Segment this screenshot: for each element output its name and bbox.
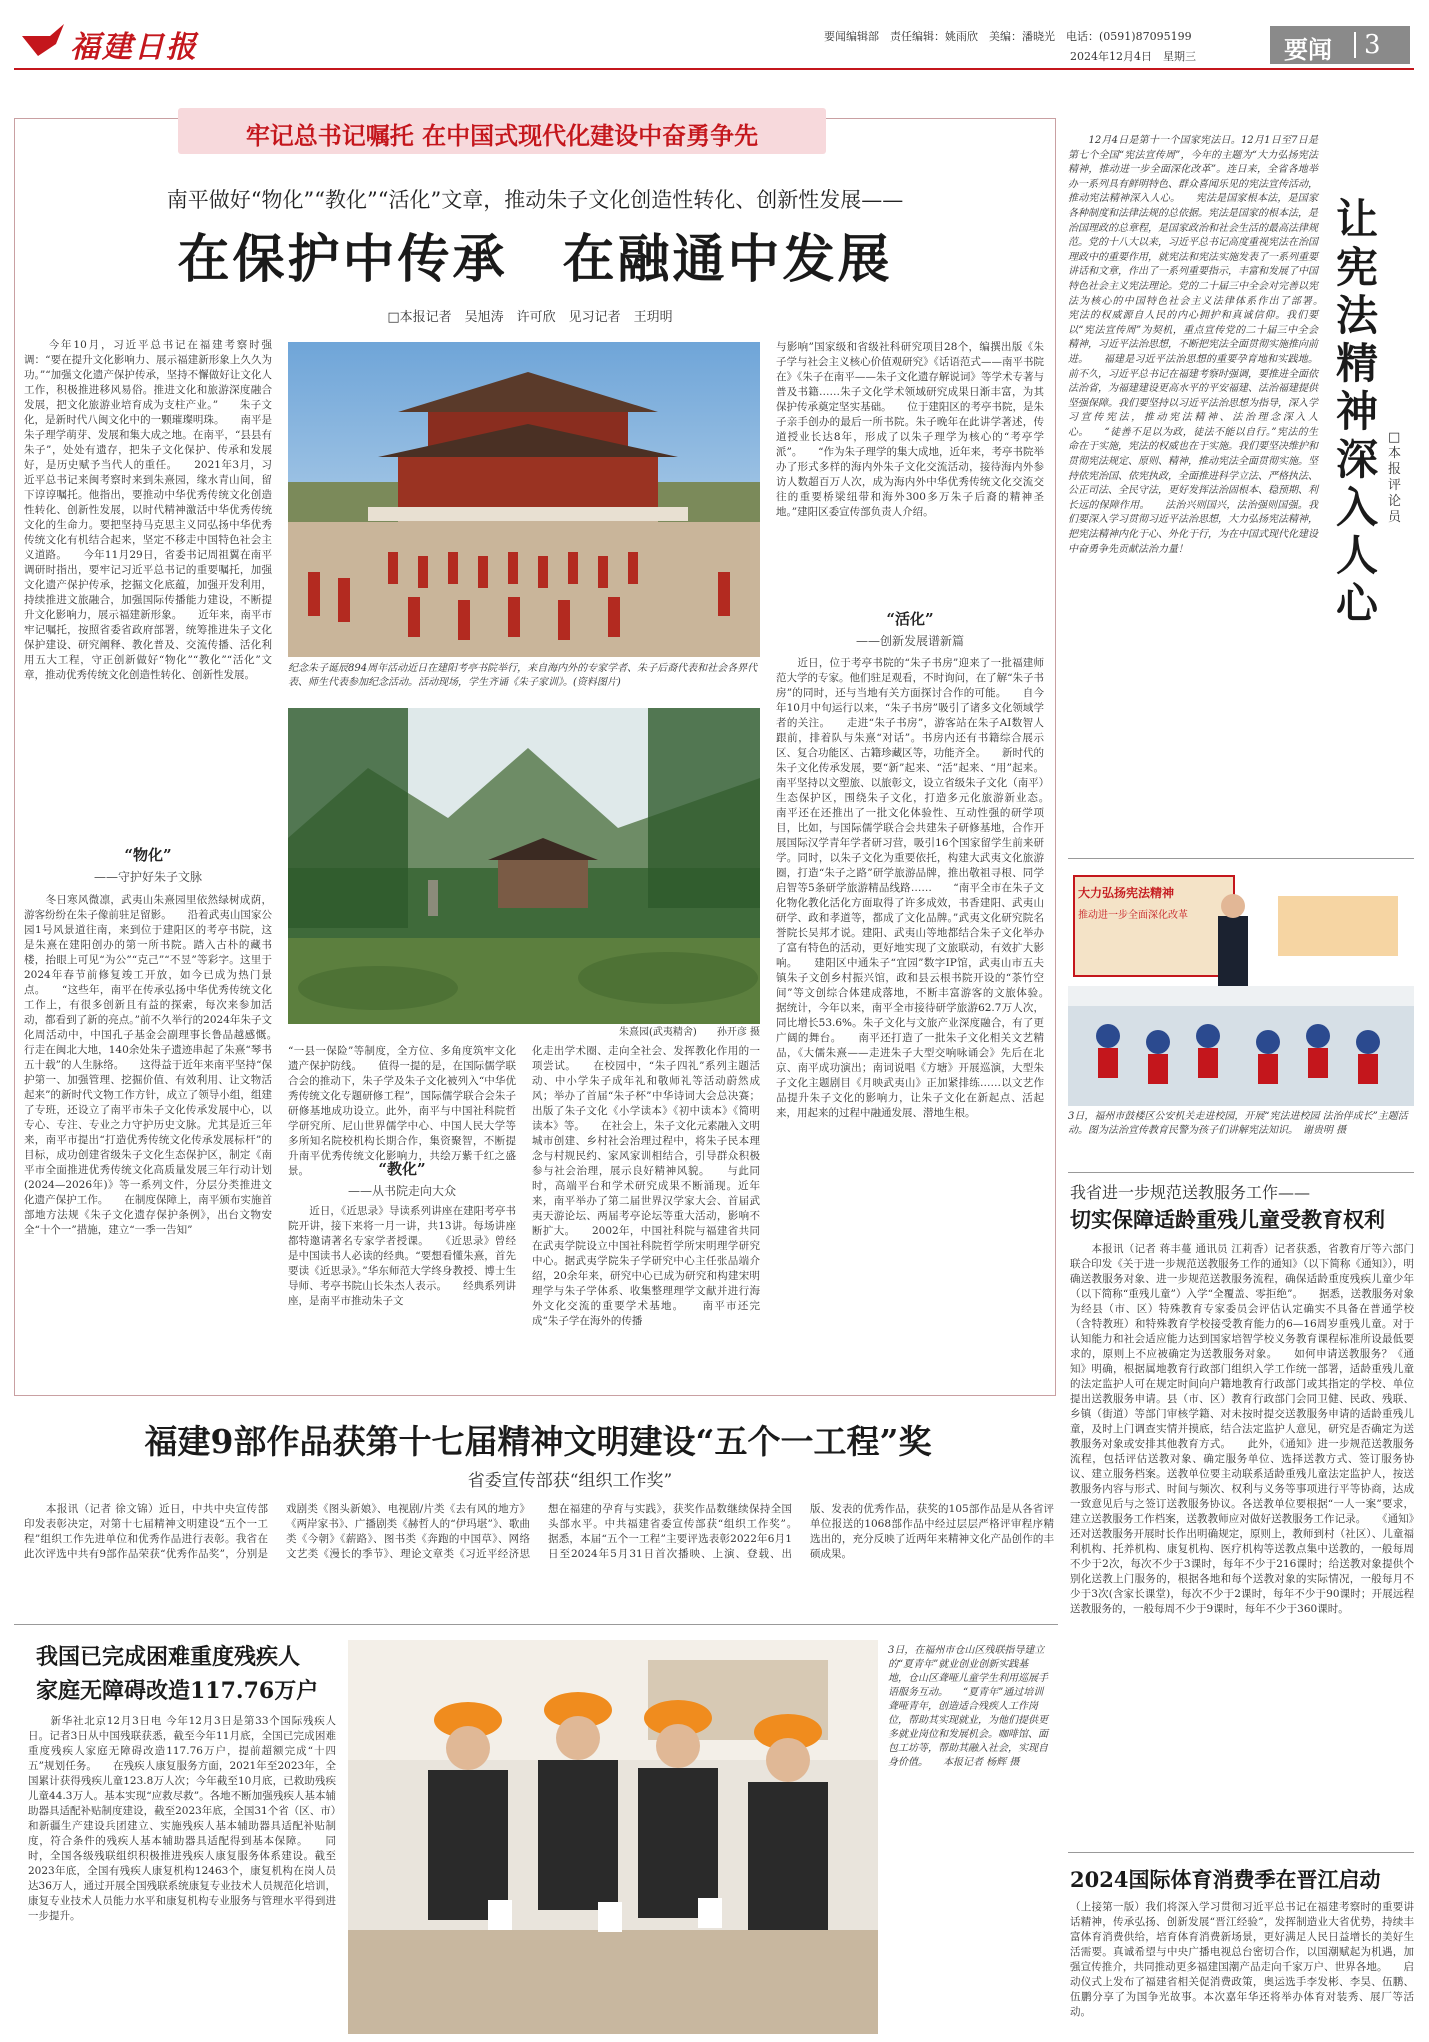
wgygc-subhead: 省委宣传部获“组织工作奖”	[467, 1471, 673, 1491]
sports-headline: 2024国际体育消费季在晋江启动	[1070, 1867, 1381, 1892]
lead-mid-part2: 近日，《近思录》导读系列讲座在建阳考亭书院开讲，接下来将一月一讲，共13讲。每场讲座都特邀请著名专家学者授课。 《近思录》曾经是中国读书人必读的经典。“要想看懂朱熹，首先要读《近思录》。”华东师范大学终身教授、博士生导师、考亭书院山长朱杰人表示。 经典系列讲座，是南平市推动朱子文	[288, 1205, 516, 1307]
page-number: 3	[1364, 30, 1381, 60]
sjjy-headline: 切实保障适龄重残儿童受教育权利	[1070, 1207, 1385, 1232]
logo-swoosh-icon	[20, 22, 66, 58]
lead-mid-part1: “一县一保险”等制度，全方位、多角度筑牢文化遗产保护防线。 值得一提的是，在国际儒学联合会的推动下，朱子学及朱子文化被列入“中华优秀传统文化专题研修工程”，国际儒学联合会朱子研修基地成功设立。此外，南平与中国社科院哲学研究所、尼山世界儒学中心、中国人民大学等多所知名院校机构长期合作，集资聚智，不断提升南平优秀传统文化影响力，共绘万紫千红之盛景。	[288, 1045, 516, 1177]
lead-col4-part1: 与影响”国家级和省级社科研究项目28个，编撰出版《朱子学与社会主义核心价值观研究》《话语范式——南平书院在》《朱子在南平——朱子文化遗存解说词》等学术专著与普及书籍……朱子文化学术领域研究成果日渐丰富，为其保护传承奠定坚实基础。 位于建阳区的考亭书院，是朱子亲手创办的最后一所书院。朱子晚年在此讲学著述，传道授业长达8年，形成了以朱子理学为核心的“考亭学派”。 “作为朱子理学的集大成地，近年来，考亭书院举办了形式多样的海内外朱子文化交流活动，接待海内外参访人数超百万人次，成为海内外中华优秀传统文化交流交往的重要桥梁纽带和海外300多万朱子后裔的精神圣地。”建阳区委宣传部负责人介绍。	[776, 341, 1044, 518]
sports-top-rule	[1068, 1852, 1414, 1853]
commentary-byline: □本报评论员	[1388, 430, 1402, 525]
classroom-banner-2: 推动进一步全面深化改革	[1078, 910, 1188, 921]
logo: 福建日报	[70, 30, 198, 65]
classroom-banner-1: 大力弘扬宪法精神	[1078, 886, 1175, 900]
ceremony-scene-icon	[288, 342, 760, 657]
coffee-workshop-photo	[348, 1640, 878, 2034]
sports-body: （上接第一版）我们将深入学习贯彻习近平总书记在福建考察时的重要讲话精神，传承弘扬、创新发展“晋江经验”，发挥制造业大省优势，持续丰富体育消费供给，培育体育消费新场景，更好满足人民日益增长的美好生活需要。真诚希望与中央广播电视总台密切合作，以国潮赋起为机遇，加强宣传推介，共同推动更多福建国潮产品走向千家万户、世界各地。 启动仪式上发布了福建省相关促消费政策，奥运选手李发彬、李昊、伍鹏、伍鹏分享了为国争光故事。本次嘉年华还将举办体育对装秀、展厂等活动。	[1070, 1901, 1414, 2018]
subhead-wuhua-small: ——守护好朱子文脉	[93, 870, 202, 884]
wgygc-body	[24, 1502, 1054, 1616]
ceremony-photo	[288, 342, 760, 657]
wgygc-headline: 福建9部作品获第十七届精神文明建设“五个一工程”奖	[144, 1422, 932, 1461]
lead-headline: 在保护中传承 在融通中发展	[177, 229, 893, 290]
lead-col4-part2: 近日，位于考亭书院的“朱子书房”迎来了一批福建师范大学的专家。他们驻足观看，不时询问，在了解“朱子书房”的同时，还与当地有关方面探讨合作的可能。 自今年10月中旬运行以来，“朱子书房”吸引了诸多文化领域学者的关注。 走进“朱子书房”，游客站在朱子AI数智人跟前，排着队与朱熹“对话”。书房内还有书籍综合展示区、复合功能区、古籍珍藏区等，功能齐全。 新时代的朱子文化传承发展，要“新”起来、“活”起来、“用”起来。南平坚持以文塑旅、以旅彰文，设立省级朱子文化（南平）生态保护区，围绕朱子文化，打造多元化旅游新业态。 南平还在还推出了一批文化体验性、互动性强的研学项目，比如，与国际儒学联合会共建朱子研修基地，合作开展国际汉学青年学者研习营，吸引16个国家留学生前来研学。同时，以朱子文化为重要依托，构建大武夷文化旅游圈，打造“朱子之路”研学旅游品牌，推出敬祖寻根、同学启智等5条研学旅游精品线路…… “南平全市在朱子文化物化教化活化方面取得了许多成效，书香建阳、武夷山研学、政和孝道等，都成了文化品牌。”武夷文化研究院名誉院长吴邦才说。建阳、武夷山等地都结合朱子文化举办了富有特色的活动，更好地实现了文旅联动，有效扩大影响。 建阳区中通朱子“宜园”数字IP馆，武夷山市五夫镇朱子文创乡村振兴馆，政和县云根书院开设的“茶竹空间”等文创综合体建成落地，不断丰富游客的文旅体验。 据统计，今年以来，南平全市接待研学旅游62.7万人次，同比增长53.6%。朱子文化与文旅产业深度融合，有了更广阔的舞台。 南平还打造了一批朱子文化相关文艺精品，《大儒朱熹——走进朱子大型交响咏诵会》先后在北京、南平成功演出；南词说唱《方塘》开展巡演，大型朱子文化主题剧目《月映武夷山》正加紧排练……以文艺作品提升朱子文化的影响力，让朱子文化在新起点、活起来，用起来的过程中融通发展、潜地生根。	[776, 657, 1065, 1119]
disability-headline-line1: 我国已完成困难重度残疾人	[36, 1644, 301, 1670]
lead-kicker: 南平做好“物化”“教化”“活化”文章，推动朱子文化创造性转化、创新性发展——	[166, 188, 904, 212]
classroom-photo-caption: 3日，福州市鼓楼区公安机关走进校园，开展“宪法进校园 法治伴成长”主题活动。图为法治宣传教育民警为孩子们讲解宪法知识。 谢贵明 摄	[1068, 1111, 1408, 1136]
subhead-huohua: “活化”	[886, 610, 934, 628]
disability-body: 新华社北京12月3日电 今年12月3日是第33个国际残疾人日。记者3日从中国残联获悉，截至今年11月底，全国已完成困难重度残疾人家庭无障碍改造117.76万户，提前超额完成“十四五”规划任务。 在残疾人康复服务方面，2021年至2023年，全国累计获得残疾儿童123.8万人次；今年截至10月底，已救助残疾儿童44.3万人。基本实现“应救尽救”。各地不断加强残疾人基本辅助器具适配补贴制度建设，截至2023年底，全国31个省（区、市）和新疆生产建设兵团建立、实施残疾人基本辅助器具适配补贴制度，符合条件的残疾人基本辅助器具适配得到基本保障。 同时，全国各级残联组织积极推进残疾人康复服务体系建设。截至2023年底，全国有残疾人康复机构12463个，康复机构在岗人员达36万人，通过开展全国残联系统康复专业技术人员规范化培训，康复专业技术人员能力水平和康复机构专业服务与管理水平得到进一步提升。	[28, 1715, 336, 1922]
workshop-scene-icon	[348, 1640, 878, 2034]
column-banner-text: 牢记总书记嘱托 在中国式现代化建设中奋勇争先	[245, 121, 759, 150]
editor-line: 要闻编辑部 责任编辑：姚雨欣 美编：潘晓光 电话：(0591)87095199	[824, 30, 1192, 43]
section-name: 要闻	[1284, 35, 1332, 64]
coffee-workshop-caption: 3日，在福州市仓山区残联指导建立的“夏青年”就业创业创新实践基地，仓山区聋哑儿童学生利用巡展手语服务互动。 “夏青年”通过培训聋哑青年，创造适合残疾人工作岗位，帮助其实现就业，为他们提供更多就业岗位和发展机会。咖啡馆、面包工坊等，帮助其融入社会，实现自身价值。 本报记者 杨辉 摄	[888, 1645, 1048, 1768]
column-banner	[178, 108, 826, 154]
wgygc-bottom-rule	[14, 1624, 1058, 1625]
masthead	[0, 0, 1429, 66]
commentary-rule	[1068, 858, 1414, 859]
ceremony-photo-caption: 纪念朱子诞辰894周年活动近日在建阳考亭书院举行，来自海内外的专家学者、朱子后裔代表和社会各界代表、师生代表参加纪念活动。活动现场，学生齐诵《朱子家训》。(资料图片)	[288, 663, 758, 688]
commentary-title: 让宪法精神深入人心	[1336, 195, 1379, 628]
lead-col1-part1: 今年10月，习近平总书记在福建考察时强调：“要在提升文化影响力、展示福建新形象上久久为功。”“加强文化遗产保护传承，坚持不懈做好让文化人工作，积极推进移风易俗。推进文化和旅游深度融合发展，把文化旅游业培育成为支柱产业。” 朱子文化，是新时代八闽文化中的一颗璀璨明珠。 南平是朱子理学萌芽、发展和集大成之地。在南平，“县县有朱子”，处处有遗存，把朱子文化保护、传承和发展好，是历史赋予当代人的重任。 2021年3月，习近平总书记来闽考察时来到朱熹园，缘水青山间，留下谆谆嘱托。他指出，要推动中华优秀传统文化创造性转化、创新性发展，以时代精神激活中华优秀传统文化的生命力。要把坚持马克思主义同弘扬中华优秀传统文化有机结合起来，坚定不移走中国特色社会主义道路。 今年11月29日，省委书记周祖翼在南平调研时指出，要牢记习近平总书记的重要嘱托，加强文化遗产保护传承，挖掘文化底蕴，加强开发利用，持续推进文旅融合，加强国际传播能力建设，不断提升文化影响力，展示福建新形象。 近年来，南平市牢记嘱托，按照省委省政府部署，统筹推进朱子文化保护建设、研究阐释、教化普及、交流传播、活化利用五大工程，守正创新做好“物化”“教化”“活化”文章，推动优秀传统文化创造性转化、创新性发展。	[24, 339, 272, 681]
masthead-rule	[14, 68, 1414, 70]
subhead-wuhua: “物化”	[124, 846, 172, 864]
subhead-jiaohua-small: ——从书院走向大众	[347, 1184, 456, 1198]
commentary-body: 12月4日是第十一个国家宪法日。12月1日至7日是第七个全国“宪法宣传周”，今年的主题为“大力弘扬宪法精神，推动进一步全面深化改革”。连日来，全省各地举办一系列具有鲜明特色、群众喜闻乐见的宪法宣传活动，推动宪法精神深入人心。 宪法是国家根本法，是国家各种制度和法律法规的总依据。宪法是国家的根本法，是治国理政的总章程，是国家政治和社会生活的最高法律规范。党的十八大以来，习近平总书记高度重视宪法在治国理政中的重要作用，就宪法和宪法实施发表了一系列重要讲话和文章，作出了一系列重要指示，丰富和发展了中国特色社会主义宪法理论。党的二十届三中全会对完善以宪法为核心的中国特色社会主义法律体系作出了部署。 宪法的权威源自人民的内心拥护和真诚信仰。我们要以“宪法宣传周”为契机，重点宣传党的二十届三中全会精神，习近平法治思想，不断把宪法全面贯彻实施推向前进。 福建是习近平法治思想的重要孕育地和实践地。前不久，习近平总书记在福建考察时强调，要推进全面依法治省，为福建建设更高水平的平安福建、法治福建提供坚强保障。我们要坚持以习近平法治思想为指导，深入学习宣传宪法，推动宪法精神、法治理念深入人心。 “徒善不足以为政，徒法不能以自行。”宪法的生命在于实施，宪法的权威也在于实施。我们要坚决维护和贯彻宪法规定、原则、精神，推动宪法全面贯彻实施。坚持依宪治国、依宪执政，全面推进科学立法、严格执法、公正司法、全民守法，更好发挥法治固根本、稳预期、利长远的保障作用。 法治兴则国兴，法治强则国强。我们要深入学习贯彻习近平法治思想，大力弘扬宪法精神，把宪法精神内化于心、外化于行，为在中国式现代化建设中奋勇争先贡献法治力量！	[1068, 135, 1338, 555]
section-tab	[1270, 26, 1410, 64]
subhead-jiaohua: “教化”	[378, 1160, 426, 1178]
classroom-photo	[1068, 866, 1414, 1106]
subhead-huohua-small: ——创新发展谱新篇	[855, 634, 964, 648]
zhuxi-garden-caption: 朱熹园(武夷精舍) 孙开彦 摄	[619, 1027, 760, 1038]
sjjy-top-rule	[1068, 1172, 1414, 1173]
sjjy-body: 本报讯（记者 蒋丰蔓 通讯员 江莉香）记者获悉，省教育厅等六部门联合印发《关于进一步规范送教服务工作的通知》（以下简称《通知》），明确送教服务对象、进一步规范送教服务流程，确保适龄重度残疾儿童少年（以下简称“重残儿童”）入学“全覆盖、零拒绝”。 据悉，送教服务对象为经县（市、区）特殊教育专家委员会评估认定确实不具备在普通学校（含特教班）和特殊教育学校接受教育能力的6—16周岁重残儿童。对于认知能力和社会适应能力达到国家培智学校义务教育课程标准所设最低要求的，原则上不应被确定为送教服务对象。 如何申请送教服务？《通知》明确，根据属地教育行政部门组织入学工作统一部署，适龄重残儿童的法定监护人可在规定时间向户籍地教育行政部门或其指定的学校、单位提出送教服务申请。县（市、区）教育行政部门会同卫健、民政、残联、乡镇（街道）等部门审核学籍、对未按时提交送教服务申请的适龄重残儿童，及时上门调查实情并摸底，结合法定监护人意见，研究是否确定为送教服务对象或安排其他教育方式。 此外，《通知》进一步规范送教服务流程，包括评估送教对象、确定服务单位、选择送教方式、签订服务协议、建立服务档案。送教单位要主动联系适龄重残儿童法定监护人，按送教服务内容与形式、时间与频次、权利与义务等事项进行平等协商，达成一致意见后与之签订送教服务协议。各送教单位要根据“一人一案”要求，建立送教服务工作档案，送教教师应对做好送教服务工作记录。 《通知》还对送教服务开展时长作出明确规定，原则上，教师到村（社区）、儿童福利机构、托养机构、康复机构、医疗机构等送教点集中送教的，一般每周不少于2次，每次不少于3课时，每年不少于216课时；给送教对象提供个别化送教上门服务的，根据各地和每个送教对象的实际情况，一般每月不少于3次(含家长课堂)，每次不少于2课时，每年不少于90课时；开展远程送教服务的，一般每周不少于9课时，每年不少于360课时。	[1070, 1243, 1414, 1615]
garden-scene-icon	[288, 708, 760, 1024]
lead-col1-part2: 冬日寒风微凛，武夷山朱熹园里依然绿树成荫，游客纷纷在朱子像前驻足留影。 沿着武夷山国家公园1号风景道往南，来到位于建阳区的考亭书院，这是朱熹在建阳创办的第一所书院。踏入古朴的藏书楼，抬眼上可见“为公”“克己”“不昱”等彩字。这里于2024年春节前修复竣工开放，如今已成为热门景点。 “这些年，南平在传承弘扬中华优秀传统文化工作上，有很多创新且有益的探索，每次来参加活动，都看到了新的亮点。”前不久举行的2024年朱子文化周活动中，中国孔子基金会副理事长鲁品越感慨。 行走在闽北大地，140余处朱子遗迹串起了朱熹“琴书五十载”的人生脉络。 这得益于近年来南平坚持“保护第一、加强管理、挖掘价值、有效利用、让文物活起来”的新时代文物工作方针，成立了领导小组，组建了专班，还设立了南平市朱子文化传承发展中心，以专心、专注、专业之力守护历史文脉。尤其是近三年来，南平市提出“打造优秀传统文化传承发展标杆”的目标，成功创建省级朱子文化生态保护区，制定《南平市全面推进优秀传统文化高质量发展三年行动计划(2024—2026年)》等一系列文件，分层分类推进文化遗产保护工作。 在制度保障上，南平颁布实施首部地方法规《朱子文化遗存保护条例》，出台文物安全“十个一”措施，建立“一季一告知”	[24, 894, 293, 1236]
wgygc-body-text: 本报讯（记者 徐文锦）近日，中共中央宣传部印发表彰决定，对第十七届精神文明建设“五个一工程”组织工作先进单位和优秀作品进行表彰。我省在此次评选中共有9部作品荣获“优秀作品奖”，分别是戏剧类《图头新娘》、电视剧/片类《去有风的地方》《两岸家书》、广播剧类《赫哲人的“伊玛堪”》、歌曲类《今朝》《薪路》、图书类《奔跑的中国草》、网络文艺类《漫长的季节》、理论文章类《习近平经济思想在福建的孕育与实践》，获奖作品数继续保持全国头部水平。中共福建省委宣传部获“组织工作奖”。 据悉，本届“五个一工程”主要评选表彰2022年6月1日至2024年5月31日首次播映、上演、登载、出版、发表的优秀作品，获奖的105部作品是从各省评单位报送的1068部作品中经过层层严格评审程序精选出的，充分反映了近两年来精神文化产品创作的丰硕成果。	[24, 1503, 1054, 1560]
disability-headline-line2: 家庭无障碍改造117.76万户	[36, 1678, 319, 1704]
classroom-scene-icon	[1068, 866, 1414, 1106]
lead-mid-part3: 化走出学术圈、走向全社会、发挥教化作用的一项尝试。 在校园中，“朱子四礼”系列主题活动、中小学朱子成年礼和敬师礼等活动蔚然成风；举办了首届“朱子杯”中华诗词大会总决赛；出版了朱子文化《小学读本》《初中读本》《简明读本》等。 在社会上，朱子文化元素融入文明城市创建、乡村社会治理过程中，将朱子民本理念与村规民约、家风家训相结合，引导群众积极参与社会治理，展示良好精神风貌。 与此同时，高端平台和学术研究成果不断涌现。近年来，南平举办了第二届世界汉学家大会、首届武夷天游论坛、两届考亭论坛等重大活动，影响不断扩大。 2002年，中国社科院与福建省共同在武夷学院设立中国社科院哲学所宋明理学研究中心。据武夷学院朱子学研究中心主任张品端介绍，20余年来，研究中心已成为研究和构建宋明理学与朱子学体系、收集整理理学文献并进行海外文化交流的重要学术基地。 南平市还完成“朱子学在海外的传播	[532, 1045, 760, 1327]
zhuxi-garden-photo	[288, 708, 760, 1024]
sjjy-kicker: 我省进一步规范送教服务工作——	[1070, 1183, 1311, 1202]
section-divider	[1354, 32, 1356, 58]
issue-date: 2024年12月4日 星期三	[1070, 50, 1196, 63]
lead-byline: □本报记者 吴旭涛 许可欣 见习记者 王玥明	[387, 310, 673, 325]
